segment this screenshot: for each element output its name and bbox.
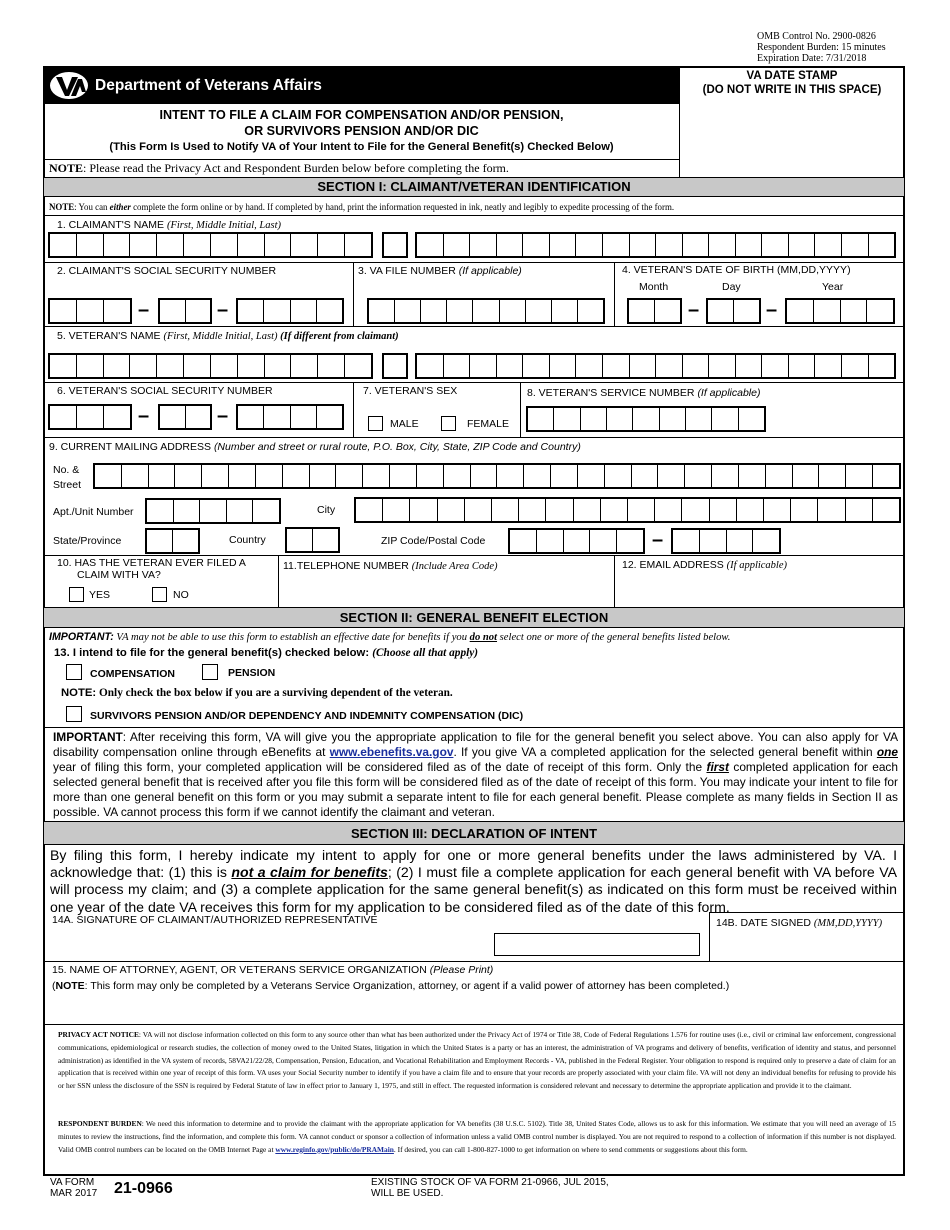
date-signed-hint: (MM,DD,YYYY) [813,918,883,929]
declaration-of-intent [50,847,897,916]
benefit-election-label-text: 13. I intend to file for the general benefit(s) checked below: [54,647,373,659]
street-label [53,463,81,493]
city-label: City [317,504,336,516]
representative-note: (NOTE: This form may only be completed by a Veterans Service Organization, attorney, or agent if a valid power of attorney has been completed.) [52,980,730,992]
section2-important-text-b: select one or more of the general benefits listed below. [497,632,731,643]
survivors-checkbox[interactable] [66,706,82,722]
important-notice-text-b: . If you give VA a completed application for the selected general benefit within [453,745,877,759]
female-label: FEMALE [467,418,510,430]
claimant-ssn-label: 2. CLAIMANT'S SOCIAL SECURITY NUMBER [57,265,277,277]
existing-stock-line2: WILL BE USED. [371,1188,444,1199]
privacy-note-label: NOTE [49,161,84,175]
veteran-middle-initial-input[interactable] [382,353,408,379]
form-number: 21-0966 [114,1180,173,1197]
section1-note-text-a: : You can [74,202,110,212]
veteran-dob-month-input[interactable] [627,298,682,324]
apt-input[interactable] [145,498,281,524]
respondent-burden-text-a: : We need this information to determine and to provide the claimant with the appropriate application for VA benefits (38 U.S.C. 5102). Title 38, United States Code, allows us to ask for this information. We estimate that you will need an average of 15 minutes to review the instructions, find the information, and complete this form. VA cannot conduct or sponsor a collection of information unless a valid OMB control number is displayed. You are not required to respond to a collection of information if this number is not displayed. Valid OMB control numbers can be located on the OMB Internet Page at [58,1119,896,1154]
section1-note-either: either [109,202,131,212]
pension-checkbox[interactable] [202,664,218,680]
important-notice-text-a: : After receiving this form, VA will give you the appropriate application to file for the general benefit you select above. You can also apply for VA disability compensation online through eBenefits at [53,730,898,759]
street-label-line1: No. & [53,464,80,476]
declaration-text-a: By filing this form, I hereby indicate my intent to apply for one or more general benefits under the laws administered by VA. I acknowledge that: (1) this is [50,847,897,881]
ebenefits-link[interactable]: www.ebenefits.va.gov [329,745,454,759]
signature-field[interactable] [494,933,700,956]
veteran-ssn-part3[interactable] [236,404,344,430]
male-label: MALE [390,418,419,430]
representative-name-label-text: 15. NAME OF ATTORNEY, AGENT, OR VETERANS SERVICE ORGANIZATION [52,964,430,976]
va-file-number-hint: (If applicable) [458,265,522,277]
dob-year-label: Year [822,281,844,293]
privacy-act-text: : VA will not disclose information collected on this form to any source other than what has been authorized under the Privacy Act of 1974 or Title 38, Code of Federal Regulations 1.576 for routine uses (i.e., civil or criminal law enforcement, congressional communications, epidemiological or research studies, the collection of money owed to the United States, litigation in which the United States is a party or has an interest, the administration of VA programs and delivery of benefits, verification of identity and status, and personnel administration) as identified in the VA system of records, 58VA21/22/28, Compensation, Pension, Education, and Vocational Rehabilitation and Employment Records - VA, published in the Federal Register. Your obligation to respond is required only to preserve a date of claim for an application that is received within one year of receipt of this form. VA uses your Social Security number to identify if you have a claim file and to ensure that your records are properly associated with your claim file. VA will not deny an individual benefits for refusing to provide his or her SSN unless the disclosure of the SSN is required by Federal Statute of law in effect prior to January 1, 1975, and still in effect. The requested information is considered relevant and necessary to determine the appropriate application and provide it to the claimant. [58,1030,896,1091]
prior-claim-label [57,557,246,581]
dob-day-label: Day [722,281,741,293]
service-number-input[interactable] [526,406,766,432]
va-file-number-label [358,265,522,277]
ssn-dash: – [217,299,229,321]
mailing-address-label [49,441,581,453]
surviving-note-label: NOTE: [61,687,97,699]
no-label: NO [173,589,189,601]
claimant-first-name-input[interactable] [48,232,373,258]
survivors-label: SURVIVORS PENSION AND/OR DEPENDENCY AND INDEMNITY COMPENSATION (DIC) [90,710,524,722]
veteran-last-name-input[interactable] [415,353,896,379]
pension-label: PENSION [228,667,276,679]
section1-note-label: NOTE [49,202,75,212]
state-input[interactable] [145,528,200,554]
prior-claim-yes-checkbox[interactable] [69,587,84,602]
privacy-act-notice [58,1029,896,1093]
male-checkbox[interactable] [368,416,383,431]
form-id [50,1177,97,1199]
existing-stock-note [371,1177,609,1199]
form-title-block [44,107,679,155]
veteran-dob-day-input[interactable] [706,298,761,324]
stamp-instruction: (DO NOT WRITE IN THIS SPACE) [702,84,882,96]
dob-month-label: Month [639,281,669,293]
claimant-last-name-input[interactable] [415,232,896,258]
va-date-stamp-area [681,99,903,175]
prior-claim-no-checkbox[interactable] [152,587,167,602]
representative-name-hint: (Please Print) [429,964,494,976]
stamp-title: VA DATE STAMP [746,70,838,82]
dob-dash: – [766,299,778,321]
representative-name-label [52,964,493,976]
veteran-name-label-text: 5. VETERAN'S NAME [57,330,164,342]
omb-info [757,31,886,64]
city-input[interactable] [354,497,901,523]
compensation-checkbox[interactable] [66,664,82,680]
important-notice-text-c: year of filing this form, your completed application will be considered filed as of the date of receipt of this form. Only the [53,760,707,774]
benefit-election-label [54,647,478,659]
mailing-address-label-text: 9. CURRENT MAILING ADDRESS [49,441,214,453]
date-signed-label-text: 14B. DATE SIGNED [716,917,814,929]
important-notice-label: IMPORTANT [53,730,123,744]
section2-header: SECTION II: GENERAL BENEFIT ELECTION [44,607,904,628]
zip-part1-input[interactable] [508,528,645,554]
female-checkbox[interactable] [441,416,456,431]
va-file-number-label-text: 3. VA FILE NUMBER [358,265,459,277]
reginfo-link[interactable]: www.reginfo.gov/public/do/PRAMain [275,1144,394,1154]
date-signed-input[interactable] [712,932,902,959]
ssn-dash: – [138,405,150,427]
section1-note-text-b: complete the form online or by hand. If completed by hand, print the information requested in ink, neatly and legibly to expedite processing of the form. [130,202,675,212]
email-label [622,559,787,571]
declaration-text-b: ; (2) I must file a complete application for each general benefit with VA before VA will process my claim; and (3) a complete application for the same general benefit(s) as indicated on this form must be received within one year of the date VA receives this form for my application to be considered filed as of the date of this form. [50,864,897,915]
street-label-line2: Street [53,479,82,491]
agency-name: Department of Veterans Affairs [95,77,322,94]
important-notice-text-d: completed application for each selected general benefit that is received after you file this form will be considered filed as of the date of receipt of this form. You may indicate your intent to file for more than one general benefit on this form or you may submit a separate intent to file for each general benefit. Please complete as many fields in Section II as possible. VA cannot process this form if we cannot identify the claimant and veteran. [53,760,898,819]
privacy-note [49,161,509,176]
veteran-sex-label: 7. VETERAN'S SEX [363,385,458,397]
claimant-middle-initial-input[interactable] [382,232,408,258]
footer-date: MAR 2017 [50,1188,98,1199]
email-input[interactable] [618,575,902,605]
veteran-name-label [57,330,399,342]
claimant-name-hint: (First, Middle Initial, Last) [166,220,281,231]
claimant-ssn-part3[interactable] [236,298,344,324]
respondent-burden-text-b: . If desired, you can call 1-800-827-1000 to get information on where to send comments or suggestions about this form. [393,1144,748,1154]
ssn-dash: – [217,405,229,427]
service-number-label-text: 8. VETERAN'S SERVICE NUMBER [527,387,698,399]
important-notice-first: first [706,760,729,774]
service-number-label [527,387,760,399]
claimant-ssn-part2[interactable] [158,298,212,324]
signature-label: 14A. SIGNATURE OF CLAIMANT/AUTHORIZED REPRESENTATIVE [52,914,378,926]
section2-important [49,631,730,643]
claimant-name-label [57,219,281,231]
veteran-name-hint2: (If different from claimant) [280,331,399,342]
declaration-not-claim: not a claim for benefits [231,864,388,881]
veteran-first-name-input[interactable] [48,353,373,379]
zip-dash: – [652,529,664,551]
va-date-stamp-label [680,69,904,97]
dob-dash: – [688,299,700,321]
section2-important-label: IMPORTANT: [49,631,114,643]
veteran-ssn-part1[interactable] [48,404,132,430]
zip-label: ZIP Code/Postal Code [381,535,486,547]
service-number-hint: (If applicable) [697,387,761,399]
veteran-dob-year-input[interactable] [785,298,895,324]
omb-burden: Respondent Burden: 15 minutes [757,42,886,53]
apt-label: Apt./Unit Number [53,506,134,518]
country-label: Country [229,534,266,546]
important-notice-one: one [876,745,898,759]
telephone-label-text: 11.TELEPHONE NUMBER [283,560,412,572]
prior-claim-label-line1: 10. HAS THE VETERAN EVER FILED A [57,557,246,569]
form-title-line2: OR SURVIVORS PENSION AND/OR DIC [244,124,479,138]
section2-important-donot: do not [469,632,498,643]
section3-header: SECTION III: DECLARATION OF INTENT [44,821,904,845]
respondent-burden [58,1118,896,1156]
privacy-note-text: : Please read the Privacy Act and Respondent Burden below before completing the form. [83,161,509,175]
street-input[interactable] [93,463,901,489]
ssn-dash: – [138,299,150,321]
omb-control-number: OMB Control No. 2900-0826 [757,31,876,42]
veteran-dob-label: 4. VETERAN'S DATE OF BIRTH (MM,DD,YYYY) [622,264,851,276]
claimant-name-label-text: 1. CLAIMANT'S NAME [57,219,167,231]
compensation-label: COMPENSATION [90,668,175,680]
veteran-name-hint: (First, Middle Initial, Last) [163,331,281,342]
zip-part2-input[interactable] [671,528,781,554]
va-logo-icon [49,71,89,100]
date-signed-label [716,917,882,929]
omb-expiration: Expiration Date: 7/31/2018 [757,53,867,64]
representative-note-label: NOTE [55,980,85,992]
telephone-hint: (Include Area Code) [411,561,498,572]
telephone-label [283,560,498,572]
veteran-ssn-label: 6. VETERAN'S SOCIAL SECURITY NUMBER [57,385,273,397]
veteran-ssn-part2[interactable] [158,404,212,430]
privacy-act-label: PRIVACY ACT NOTICE [58,1030,139,1039]
representative-name-input[interactable] [48,995,900,1021]
surviving-dependent-note [61,687,453,699]
va-file-number-input[interactable] [367,298,605,324]
footer-va-form: VA FORM [50,1177,95,1188]
benefit-election-hint: (Choose all that apply) [372,647,479,659]
respondent-burden-label: RESPONDENT BURDEN [58,1119,142,1128]
section1-note [49,202,674,212]
email-hint: (If applicable) [726,560,788,571]
form-title-line1: INTENT TO FILE A CLAIM FOR COMPENSATION AND/OR PENSION, [159,108,564,122]
surviving-note-text: Only check the box below if you are a surviving dependent of the veteran. [96,687,453,699]
section2-important-notice [53,730,898,820]
representative-note-text: : This form may only be completed by a Veterans Service Organization, attorney, or agent if a valid power of attorney has been completed.) [84,980,730,992]
existing-stock-line1: EXISTING STOCK OF VA FORM 21-0966, JUL 2015, [371,1177,609,1188]
form-subtitle: (This Form Is Used to Notify VA of Your Intent to File for the General Benefit(s) Checked Below) [109,141,614,153]
telephone-input[interactable] [282,575,612,605]
yes-label: YES [89,589,111,601]
state-label: State/Province [53,535,122,547]
section2-important-text-a: VA may not be able to use this form to establish an effective date for benefits if you [113,632,470,643]
agency-header [44,67,679,104]
prior-claim-label-line2: CLAIM WITH VA? [77,569,161,581]
country-input[interactable] [285,527,340,553]
claimant-ssn-part1[interactable] [48,298,132,324]
email-label-text: 12. EMAIL ADDRESS [622,559,727,571]
section1-header: SECTION I: CLAIMANT/VETERAN IDENTIFICATION [44,177,904,197]
mailing-address-hint: (Number and street or rural route, P.O. Box, City, State, ZIP Code and Country) [213,441,581,453]
